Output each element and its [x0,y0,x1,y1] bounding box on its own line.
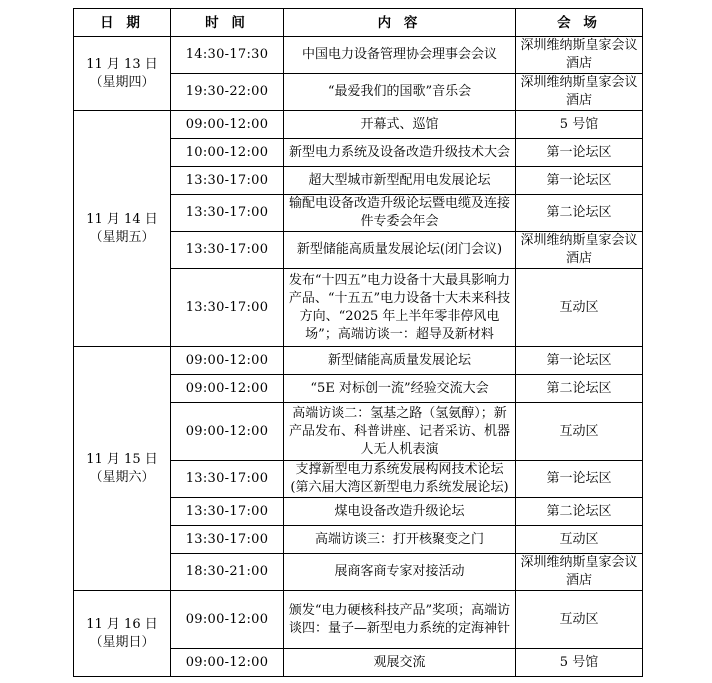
time-cell: 09:00-12:00 [171,649,284,677]
time-cell: 19:30-22:00 [171,74,284,111]
venue-cell: 第一论坛区 [516,167,643,195]
weekday-label: （星期六） [89,469,155,485]
venue-cell: 深圳维纳斯皇家会议酒店 [516,232,643,269]
venue-cell: 深圳维纳斯皇家会议酒店 [516,554,643,591]
content-cell: 超大型城市新型配用电发展论坛 [284,167,516,195]
date-label: 11 月 14 日 [86,211,158,227]
header-row [74,9,643,37]
time-cell: 13:30-17:00 [171,195,284,232]
date-label: 11 月 13 日 [86,56,158,72]
content-cell: 新型储能高质量发展论坛 [284,347,516,375]
date-cell [74,591,171,677]
content-cell: “最爱我们的国歌”音乐会 [284,74,516,111]
content-cell: “5E 对标创一流”经验交流大会 [284,375,516,403]
content-cell: 输配电设备改造升级论坛暨电缆及连接件专委会年会 [284,195,516,232]
time-cell: 10:00-12:00 [171,139,284,167]
time-cell: 09:00-12:00 [171,375,284,403]
venue-cell: 深圳维纳斯皇家会议酒店 [516,74,643,111]
venue-cell: 深圳维纳斯皇家会议酒店 [516,37,643,74]
table-row [74,37,643,74]
content-cell: 中国电力设备管理协会理事会会议 [284,37,516,74]
content-cell: 展商客商专家对接活动 [284,554,516,591]
date-cell [74,111,171,347]
venue-cell: 5 号馆 [516,649,643,677]
venue-cell: 第一论坛区 [516,347,643,375]
venue-cell: 第二论坛区 [516,498,643,526]
header-venue: 会 场 [516,9,643,37]
table-row [74,111,643,139]
content-cell: 颁发“电力硬核科技产品”奖项；高端访谈四：量子—新型电力系统的定海神针 [284,591,516,649]
date-cell [74,37,171,111]
venue-cell: 互动区 [516,526,643,554]
header-content: 内 容 [284,9,516,37]
venue-cell: 第一论坛区 [516,461,643,498]
content-cell: 观展交流 [284,649,516,677]
header-date: 日 期 [74,9,171,37]
venue-cell: 第二论坛区 [516,375,643,403]
content-cell: 新型电力系统及设备改造升级技术大会 [284,139,516,167]
time-cell: 13:30-17:00 [171,167,284,195]
time-cell: 09:00-12:00 [171,591,284,649]
date-label: 11 月 15 日 [86,451,158,467]
time-cell: 09:00-12:00 [171,347,284,375]
header-time: 时 间 [171,9,284,37]
time-cell: 18:30-21:00 [171,554,284,591]
table-row [74,591,643,649]
weekday-label: （星期四） [89,74,155,90]
weekday-label: （星期日） [89,634,155,650]
content-cell: 发布“十四五”电力设备十大最具影响力产品、“十五五”电力设备十大未来科技方向、“2025 年上半年零非停风电场”；高端访谈一：超导及新材料 [284,269,516,347]
content-cell: 高端访谈二：氢基之路（氢氨醇）；新产品发布、科普讲座、记者采访、机器人无人机表演 [284,403,516,461]
time-cell: 13:30-17:00 [171,269,284,347]
time-cell: 13:30-17:00 [171,232,284,269]
schedule-table [73,8,643,677]
time-cell: 13:30-17:00 [171,526,284,554]
content-cell: 新型储能高质量发展论坛(闭门会议) [284,232,516,269]
content-cell: 煤电设备改造升级论坛 [284,498,516,526]
content-cell: 开幕式、巡馆 [284,111,516,139]
weekday-label: （星期五） [89,229,155,245]
venue-cell: 5 号馆 [516,111,643,139]
content-cell: 高端访谈三：打开核聚变之门 [284,526,516,554]
time-cell: 13:30-17:00 [171,498,284,526]
time-cell: 13:30-17:00 [171,461,284,498]
time-cell: 14:30-17:30 [171,37,284,74]
venue-cell: 互动区 [516,591,643,649]
date-label: 11 月 16 日 [86,616,158,632]
date-cell [74,347,171,591]
venue-cell: 第二论坛区 [516,195,643,232]
venue-cell: 第一论坛区 [516,139,643,167]
table-row [74,347,643,375]
time-cell: 09:00-12:00 [171,403,284,461]
venue-cell: 互动区 [516,269,643,347]
content-cell: 支撑新型电力系统发展构网技术论坛(第六届大湾区新型电力系统发展论坛) [284,461,516,498]
venue-cell: 互动区 [516,403,643,461]
time-cell: 09:00-12:00 [171,111,284,139]
